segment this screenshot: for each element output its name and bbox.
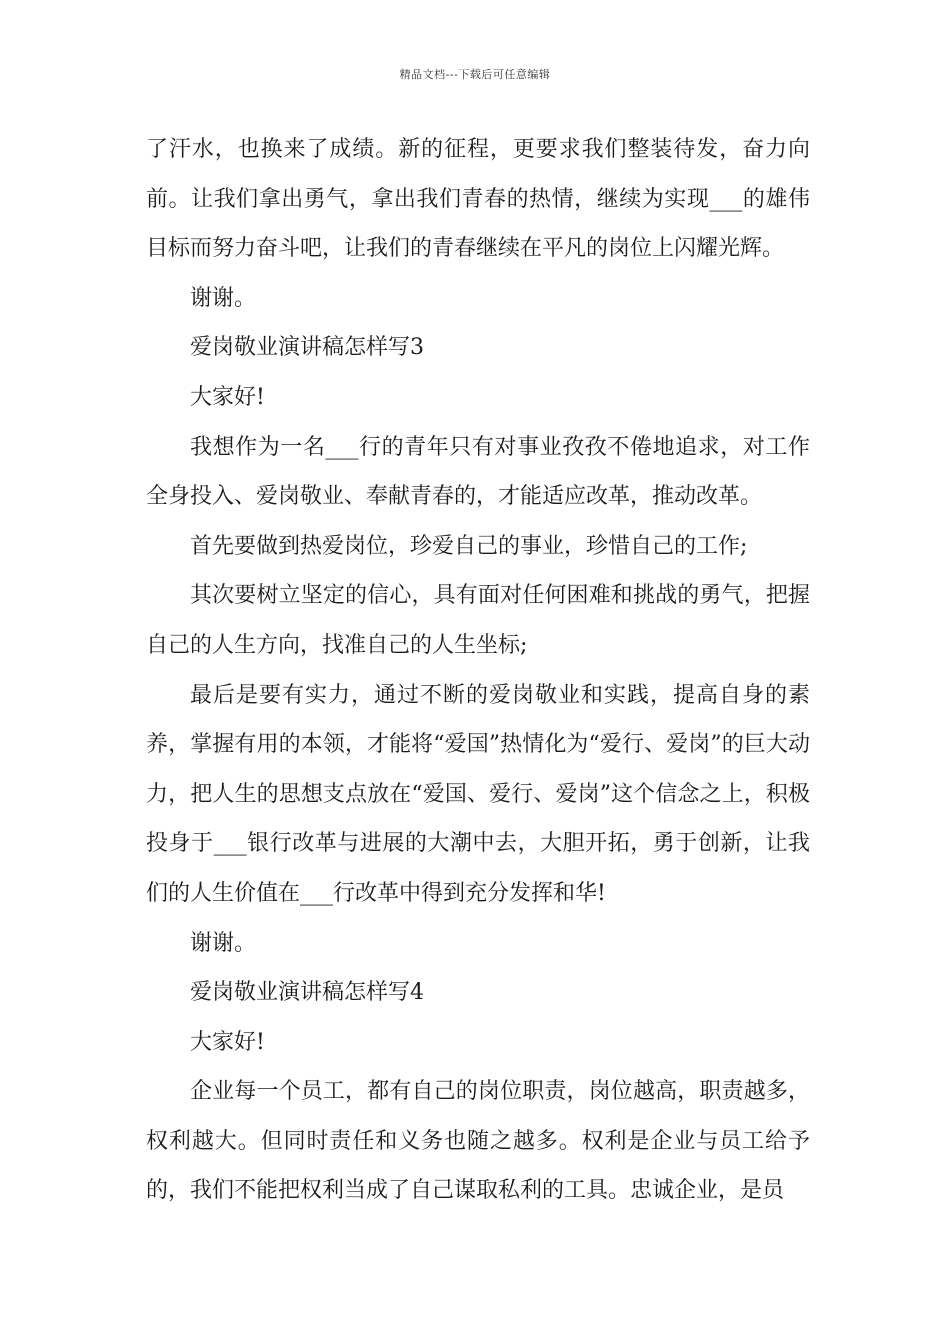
section-heading-4: 爱岗敬业演讲稿怎样写4 [190,980,424,1006]
paragraph: 我想作为一名___行的青年只有对事业孜孜不倦地追求，对工作全身投入、爱岗敬业、奉献青春的，才能适应改革，推动改革。 [146,434,810,510]
greeting: 大家好! [190,384,265,410]
greeting: 大家好! [190,1029,265,1055]
paragraph-thanks: 谢谢。 [190,930,257,956]
page-header: 精品文档---下载后可任意编辑 [399,68,551,81]
document-body [146,125,810,1216]
paragraph-continuation: 了汗水，也换来了成绩。新的征程，更要求我们整装待发，奋力向前。让我们拿出勇气，拿出我们青春的热情，继续为实现___的雄伟目标而努力奋斗吧，让我们的青春继续在平凡的岗位上闪耀光辉。 [146,137,810,262]
section-heading-3: 爱岗敬业演讲稿怎样写3 [190,335,424,361]
paragraph: 首先要做到热爱岗位，珍爱自己的事业，珍惜自己的工作; [190,533,748,559]
paragraph: 其次要树立坚定的信心，具有面对任何困难和挑战的勇气，把握自己的人生方向，找准自己的人生坐标; [146,583,810,658]
paragraph-thanks: 谢谢。 [190,285,257,311]
paragraph: 最后是要有实力，通过不断的爱岗敬业和实践，提高自身的素养，掌握有用的本领，才能将“爱国”热情化为“爱行、爱岗”的巨大动力，把人生的思想支点放在“爱国、爱行、爱岗”这个信念之上，积极投身于___银行改革与进展的大潮中去，大胆开拓，勇于创新，让我们的人生价值在___行改革中得到充分发挥和华! [146,682,810,906]
paragraph: 企业每一个员工，都有自己的岗位职责，岗位越高，职责越多，权利越大。但同时责任和义务也随之越多。权利是企业与员工给予的，我们不能把权利当成了自己谋取私利的工具。忠诚企业，是员 [146,1079,810,1204]
